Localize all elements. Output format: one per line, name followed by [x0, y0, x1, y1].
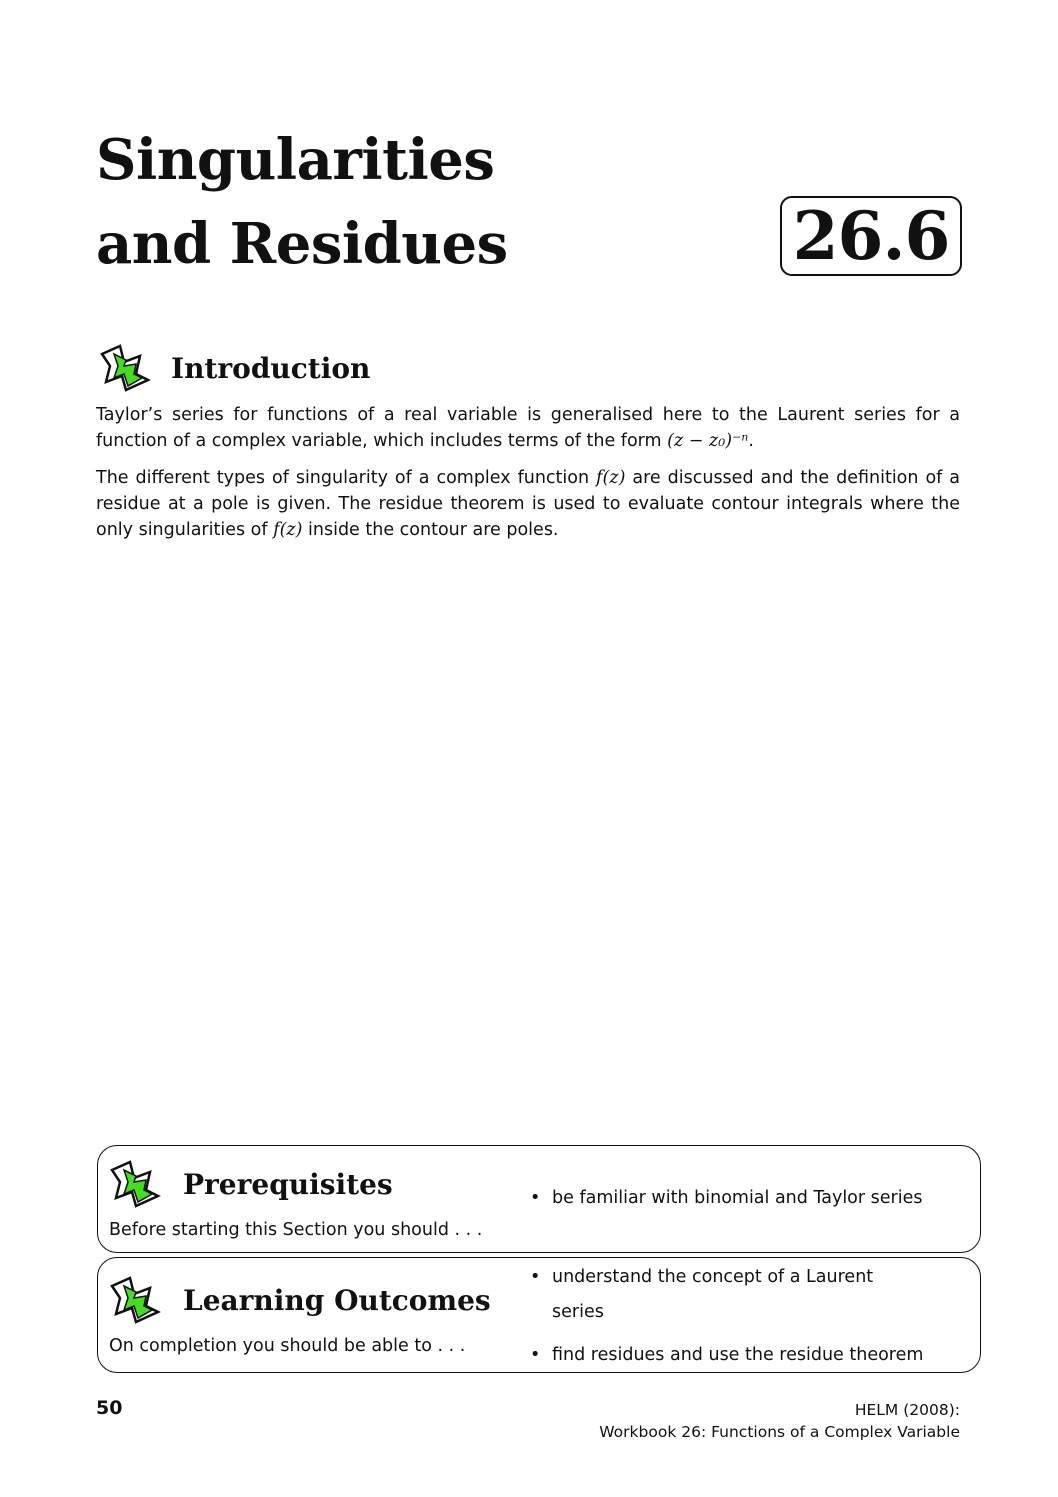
list-item: • be familiar with binomial and Taylor series [530, 1181, 922, 1216]
intro-p2-text-1: The different types of singularity of a complex function [96, 468, 597, 488]
helm-arrow-icon [96, 340, 152, 396]
helm-arrow-icon [106, 1272, 162, 1328]
learning-outcomes-list [530, 1260, 923, 1373]
title-line-2: and Residues [96, 211, 508, 277]
section-number-box [780, 196, 962, 276]
list-item-line: series [552, 1302, 604, 1322]
section-number: 26.6 [792, 197, 950, 275]
intro-p1-text: Taylor’s series for functions of a real variable is generalised here to the Laurent series for a function of a complex variable, which includes terms of the form [96, 405, 960, 451]
title-line-1: Singularities [96, 127, 495, 193]
list-item [530, 1338, 923, 1373]
list-item [530, 1260, 923, 1330]
learning-outcomes-panel [97, 1257, 981, 1373]
learning-outcomes-heading: Learning Outcomes [183, 1284, 491, 1317]
prerequisites-subtext: Before starting this Section you should . . . [109, 1220, 483, 1240]
helm-arrow-icon [106, 1156, 162, 1212]
intro-p1-math: (z − z₀)⁻ⁿ [667, 431, 749, 451]
footer-source [599, 1399, 960, 1443]
intro-p1-end: . [748, 431, 754, 451]
prerequisites-panel [97, 1145, 981, 1253]
list-item-line: find residues and use the residue theorem [552, 1345, 924, 1365]
list-item-line: understand the concept of a Laurent [552, 1267, 874, 1287]
intro-p2-math-2: f(z) [273, 520, 303, 540]
prerequisites-heading: Prerequisites [183, 1168, 393, 1201]
intro-p2-math-1: f(z) [596, 468, 626, 488]
footer-source-line-2: Workbook 26: Functions of a Complex Variable [599, 1423, 960, 1441]
learning-outcomes-subtext: On completion you should be able to . . . [109, 1336, 466, 1356]
intro-p2-text-3: inside the contour are poles. [302, 520, 559, 540]
introduction-heading: Introduction [171, 352, 371, 385]
intro-paragraph-2 [96, 465, 960, 543]
page-number: 50 [96, 1397, 123, 1419]
intro-paragraph-1 [96, 402, 960, 454]
footer-source-line-1: HELM (2008): [854, 1401, 960, 1419]
prerequisites-list [530, 1181, 922, 1216]
intro-p2-text-2: are discussed and the definition of a residue at a pole is given. The residue theorem is used to evaluate contour integrals where the only singularities of [96, 468, 961, 540]
